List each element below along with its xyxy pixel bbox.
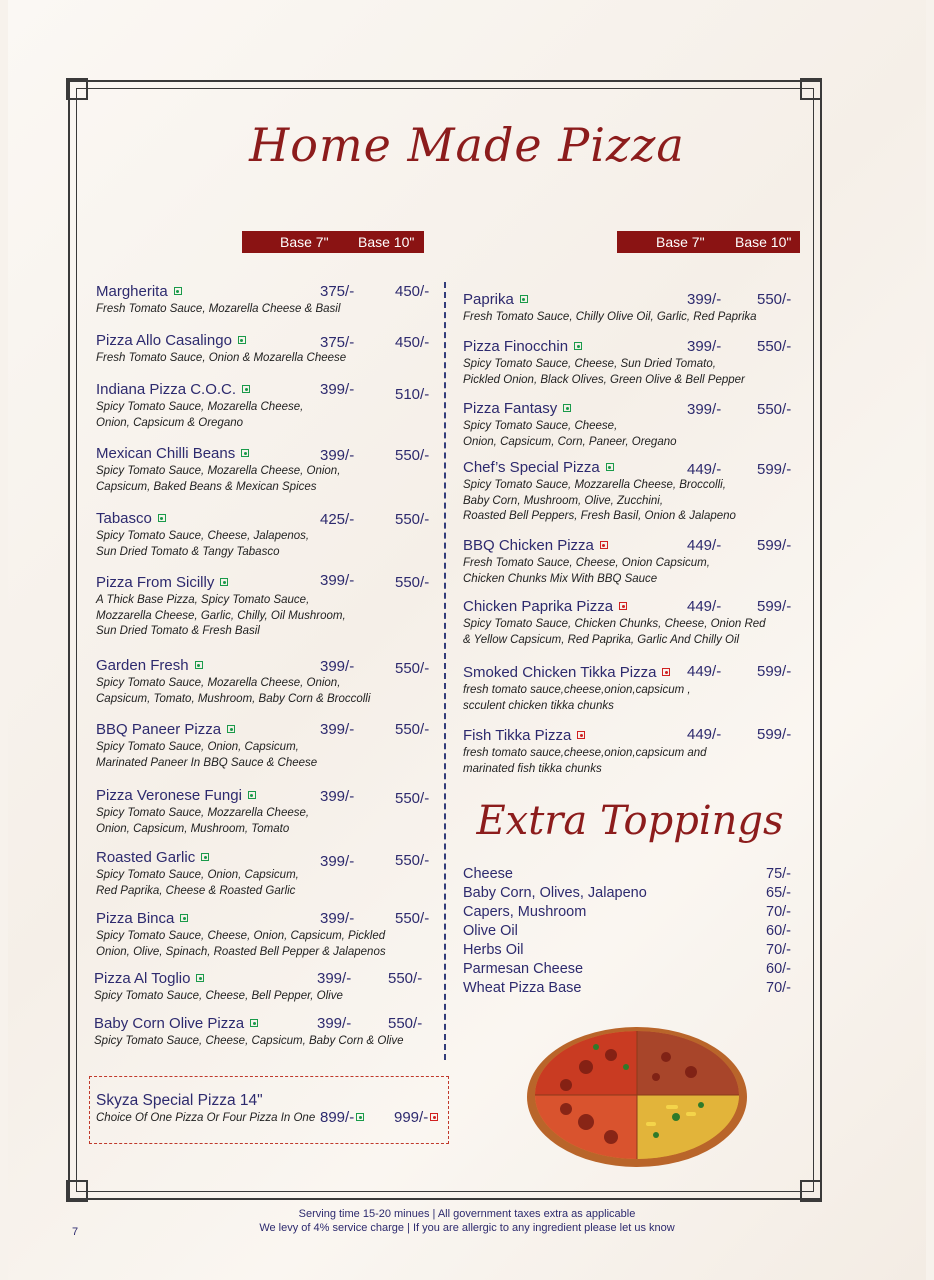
menu-item-name-text: Mexican Chilli Beans [96, 445, 236, 462]
topping-name: Olive Oil [463, 923, 518, 939]
menu-item-description: Spicy Tomato Sauce, Cheese, Jalapenos, Sun Dried Tomato & Tangy Tabasco [96, 530, 310, 558]
menu-item-description: Spicy Tomato Sauce, Onion, Capsicum, Red Paprika, Cheese & Roasted Garlic [96, 869, 299, 897]
frame-corner-bottom-right [800, 1180, 822, 1202]
price-base-10: 599/- [757, 461, 792, 478]
topping-price: 75/- [766, 866, 791, 882]
menu-item-description: Spicy Tomato Sauce, Mozarella Cheese, Onion, Capsicum, Tomato, Mushroom, Baby Corn & Broccolli [96, 677, 371, 705]
menu-item-description: Fresh Tomato Sauce, Onion & Mozarella Cheese [96, 352, 347, 364]
topping-name: Wheat Pizza Base [463, 980, 582, 996]
menu-item-description: Spicy Tomato Sauce, Cheese, Bell Pepper, Olive [94, 990, 343, 1002]
menu-item-description: Spicy Tomato Sauce, Mozzarella Cheese, Onion, Capsicum, Mushroom, Tomato [96, 807, 310, 835]
menu-item-name [96, 332, 346, 349]
menu-item-description: Spicy Tomato Sauce, Cheese, Capsicum, Baby Corn & Olive [94, 1035, 404, 1047]
price-base-7: 399/- [687, 291, 722, 308]
price-base-7: 449/- [687, 726, 722, 743]
non-veg-icon [577, 731, 585, 739]
menu-item [96, 381, 303, 431]
left-base-header [242, 231, 424, 253]
price-base-7: 375/- [320, 283, 355, 300]
menu-item-name-text: Garden Fresh [96, 657, 189, 674]
veg-icon [180, 914, 188, 922]
menu-item [96, 445, 340, 495]
menu-item-name [94, 1015, 404, 1032]
special-pizza-box [89, 1076, 449, 1144]
menu-item-description: Fresh Tomato Sauce, Mozarella Cheese & Basil [96, 303, 341, 315]
veg-icon [574, 342, 582, 350]
price-base-10: 550/- [395, 790, 430, 807]
menu-item-description: Fresh Tomato Sauce, Chilly Olive Oil, Garlic, Red Paprika [463, 311, 757, 323]
price-base-10: 599/- [757, 726, 792, 743]
pizza-image [526, 1017, 748, 1169]
veg-icon [250, 1019, 258, 1027]
topping-name: Parmesan Cheese [463, 961, 584, 977]
menu-item-name [96, 381, 303, 398]
menu-item-name-text: Chef’s Special Pizza [463, 459, 600, 476]
special-price-veg-value: 899/- [320, 1109, 355, 1126]
price-base-7: 399/- [320, 381, 355, 398]
menu-item-description: Spicy Tomato Sauce, Mozarella Cheese, Onion, Capsicum & Oregano [96, 401, 304, 429]
non-veg-icon [662, 668, 670, 676]
price-base-10: 550/- [395, 721, 430, 738]
price-base-10: 550/- [757, 291, 792, 308]
topping-name: Baby Corn, Olives, Jalapeno [463, 885, 647, 901]
price-base-10: 550/- [395, 574, 430, 591]
menu-item [94, 1015, 404, 1050]
price-base-10: 510/- [395, 386, 430, 403]
price-base-10: 550/- [757, 338, 792, 355]
menu-item-name-text: Pizza Fantasy [463, 400, 558, 417]
price-base-7: 449/- [687, 663, 722, 680]
menu-item-name-text: Baby Corn Olive Pizza [94, 1015, 245, 1032]
topping-price: 70/- [766, 980, 791, 996]
price-base-7: 375/- [320, 334, 355, 351]
menu-item [463, 537, 710, 587]
menu-item-name-text: Pizza Veronese Fungi [96, 787, 242, 804]
menu-item [96, 721, 317, 771]
footer-line-1: Serving time 15-20 minues | All government taxes extra as applicable [298, 1208, 636, 1220]
menu-item [96, 574, 346, 640]
veg-icon [248, 791, 256, 799]
special-pizza-desc: Choice Of One Pizza Or Four Pizza In One [96, 1112, 316, 1124]
price-base-10: 550/- [757, 401, 792, 418]
veg-icon [520, 295, 528, 303]
menu-item-name-text: Smoked Chicken Tikka Pizza [463, 664, 657, 681]
column-divider [444, 282, 446, 1060]
menu-item-name [463, 537, 710, 554]
price-base-7: 399/- [320, 853, 355, 870]
price-base-10: 550/- [395, 447, 430, 464]
frame-corner-top-left [66, 78, 88, 100]
menu-item [94, 970, 343, 1005]
menu-item [463, 664, 691, 714]
special-price-nonveg [394, 1109, 438, 1126]
price-base-7: 399/- [317, 970, 352, 987]
extra-toppings-title: Extra Toppings [476, 798, 784, 844]
menu-item-description: Spicy Tomato Sauce, Mozzarella Cheese, Broccolli, Baby Corn, Mushroom, Olive, Zucchini, Roasted Bell Peppers, Fresh Basil, Onion & Jalapeno [463, 479, 736, 522]
price-base-10: 450/- [395, 283, 430, 300]
menu-item-name [463, 400, 677, 417]
menu-item-name [94, 970, 343, 987]
menu-item-name-text: Pizza Finocchin [463, 338, 569, 355]
price-base-10: 550/- [395, 511, 430, 528]
price-base-10: 599/- [757, 598, 792, 615]
menu-item-name [463, 664, 691, 681]
frame-corner-top-right [800, 78, 822, 100]
menu-item-name-text: Fish Tikka Pizza [463, 727, 572, 744]
menu-item-description: Spicy Tomato Sauce, Onion, Capsicum, Marinated Paneer In BBQ Sauce & Cheese [96, 741, 318, 769]
veg-icon [158, 514, 166, 522]
page-title: Home Made Pizza [249, 118, 685, 172]
menu-item-name-text: Tabasco [96, 510, 152, 527]
menu-item-name [96, 849, 299, 866]
menu-item-name [96, 510, 309, 527]
menu-item-name-text: Indiana Pizza C.O.C. [96, 381, 237, 398]
menu-item-name-text: Pizza Allo Casalingo [96, 332, 232, 349]
menu-item-name-text: Margherita [96, 283, 168, 300]
veg-icon [238, 336, 246, 344]
menu-item-name [96, 445, 340, 462]
price-base-10: 599/- [757, 663, 792, 680]
menu-item [463, 400, 677, 450]
price-base-7: 399/- [687, 401, 722, 418]
price-base-7: 399/- [320, 572, 355, 589]
menu-item-name-text: Pizza From Sicilly [96, 574, 215, 591]
price-base-10: 550/- [395, 660, 430, 677]
veg-icon [201, 853, 209, 861]
menu-item-name [463, 727, 707, 744]
veg-icon [174, 287, 182, 295]
menu-item-description: A Thick Base Pizza, Spicy Tomato Sauce, Mozzarella Cheese, Garlic, Chilly, Oil Mushroom, Sun Dried Tomato & Fresh Basil [96, 594, 346, 637]
veg-icon [563, 404, 571, 412]
non-veg-icon [430, 1113, 438, 1121]
menu-item-name-text: Pizza Binca [96, 910, 175, 927]
menu-item-name [96, 721, 317, 738]
menu-item [96, 510, 309, 560]
price-base-7: 449/- [687, 598, 722, 615]
menu-item-name-text: Pizza Al Toglio [94, 970, 191, 987]
price-base-10: 450/- [395, 334, 430, 351]
menu-item [96, 332, 346, 367]
menu-item-description: Spicy Tomato Sauce, Cheese, Onion, Capsicum, Pickled Onion, Olive, Spinach, Roasted Bell Pepper & Jalapenos [96, 930, 386, 958]
menu-item [96, 787, 309, 837]
menu-item-description: Spicy Tomato Sauce, Cheese, Onion, Capsicum, Corn, Paneer, Oregano [463, 420, 677, 448]
right-base7-label: Base 7" [656, 234, 705, 250]
veg-icon [195, 661, 203, 669]
menu-item-name [96, 787, 309, 804]
topping-price: 65/- [766, 885, 791, 901]
price-base-7: 449/- [687, 461, 722, 478]
footer-line-2: We levy of 4% service charge | If you are allergic to any ingredient please let us know [259, 1222, 675, 1234]
veg-icon [356, 1113, 364, 1121]
topping-price: 70/- [766, 942, 791, 958]
veg-icon [241, 449, 249, 457]
veg-icon [220, 578, 228, 586]
price-base-7: 425/- [320, 511, 355, 528]
price-base-10: 599/- [757, 537, 792, 554]
price-base-10: 550/- [388, 1015, 423, 1032]
topping-name: Cheese [463, 866, 513, 882]
non-veg-icon [600, 541, 608, 549]
special-pizza-name: Skyza Special Pizza 14" [96, 1092, 263, 1109]
menu-item-description: Spicy Tomato Sauce, Mozarella Cheese, Onion, Capsicum, Baked Beans & Mexican Spices [96, 465, 341, 493]
non-veg-icon [619, 602, 627, 610]
price-base-10: 550/- [395, 910, 430, 927]
veg-icon [196, 974, 204, 982]
special-price-nonveg-value: 999/- [394, 1109, 429, 1126]
price-base-7: 399/- [320, 910, 355, 927]
menu-item-description: Spicy Tomato Sauce, Cheese, Sun Dried Tomato, Pickled Onion, Black Olives, Green Olive & Bell Pepper [463, 358, 745, 386]
price-base-7: 399/- [320, 788, 355, 805]
menu-item-name-text: BBQ Chicken Pizza [463, 537, 594, 554]
topping-price: 60/- [766, 961, 791, 977]
price-base-7: 399/- [320, 658, 355, 675]
left-base7-label: Base 7" [280, 234, 329, 250]
price-base-10: 550/- [388, 970, 423, 987]
menu-item-name-text: Chicken Paprika Pizza [463, 598, 614, 615]
veg-icon [606, 463, 614, 471]
menu-item-description: fresh tomato sauce,cheese,onion,capsicum and marinated fish tikka chunks [463, 747, 707, 775]
right-base-header [617, 231, 800, 253]
page-number: 7 [72, 1226, 79, 1238]
menu-item [463, 727, 707, 777]
menu-item [96, 283, 340, 318]
left-base10-label: Base 10" [358, 234, 415, 250]
right-base10-label: Base 10" [735, 234, 792, 250]
price-base-7: 399/- [320, 721, 355, 738]
veg-icon [227, 725, 235, 733]
menu-item-description: Spicy Tomato Sauce, Chicken Chunks, Cheese, Onion Red & Yellow Capsicum, Red Paprika, Garlic And Chilly Oil [463, 618, 766, 646]
menu-item-name [96, 283, 340, 300]
topping-price: 70/- [766, 904, 791, 920]
menu-item-name-text: Roasted Garlic [96, 849, 196, 866]
veg-icon [242, 385, 250, 393]
price-base-7: 449/- [687, 537, 722, 554]
menu-item-name-text: Paprika [463, 291, 514, 308]
menu-item-description: Fresh Tomato Sauce, Cheese, Onion Capsicum, Chicken Chunks Mix With BBQ Sauce [463, 557, 710, 585]
menu-item-name-text: BBQ Paneer Pizza [96, 721, 222, 738]
special-price-veg [320, 1109, 364, 1126]
price-base-7: 399/- [687, 338, 722, 355]
topping-price: 60/- [766, 923, 791, 939]
menu-item-name [96, 574, 346, 591]
menu-item-description: fresh tomato sauce,cheese,onion,capsicum , scculent chicken tikka chunks [463, 684, 691, 712]
topping-name: Herbs Oil [463, 942, 524, 958]
price-base-10: 550/- [395, 852, 430, 869]
price-base-7: 399/- [320, 447, 355, 464]
frame-corner-bottom-left [66, 1180, 88, 1202]
menu-item [96, 849, 299, 899]
price-base-7: 399/- [317, 1015, 352, 1032]
topping-name: Capers, Mushroom [463, 904, 587, 920]
